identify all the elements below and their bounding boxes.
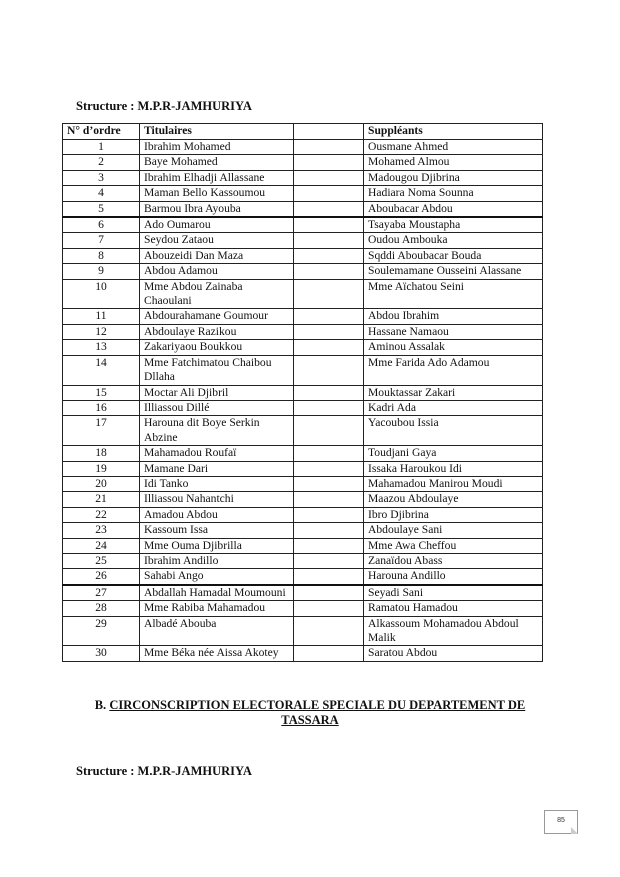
- row-number: 22: [63, 507, 140, 522]
- row-empty: [294, 340, 364, 355]
- row-suppleant: Sqddi Aboubacar Bouda: [364, 248, 543, 263]
- row-empty: [294, 492, 364, 507]
- table-row: [63, 492, 543, 507]
- row-number: 4: [63, 186, 140, 201]
- row-titulaire: Mme Ouma Djibrilla: [140, 538, 294, 553]
- row-empty: [294, 248, 364, 263]
- row-number: 19: [63, 461, 140, 476]
- row-titulaire: Ado Oumarou: [140, 217, 294, 233]
- row-number: 10: [63, 279, 140, 309]
- row-suppleant: Mme Farida Ado Adamou: [364, 355, 543, 385]
- row-number: 28: [63, 601, 140, 616]
- row-empty: [294, 446, 364, 461]
- row-suppleant: Ibro Djibrina: [364, 507, 543, 522]
- table-row: [63, 507, 543, 522]
- row-empty: [294, 507, 364, 522]
- candidates-table: [62, 123, 543, 662]
- row-suppleant: Abdoulaye Sani: [364, 523, 543, 538]
- row-empty: [294, 233, 364, 248]
- row-empty: [294, 186, 364, 201]
- row-titulaire: Amadou Abdou: [140, 507, 294, 522]
- structure-heading: Structure : M.P.R-JAMHURIYA: [76, 99, 252, 113]
- row-empty: [294, 279, 364, 309]
- row-empty: [294, 170, 364, 185]
- row-number: 5: [63, 201, 140, 217]
- row-empty: [294, 585, 364, 601]
- row-titulaire: Harouna dit Boye Serkin Abzine: [140, 416, 294, 446]
- row-titulaire: Abdou Adamou: [140, 264, 294, 279]
- row-empty: [294, 538, 364, 553]
- row-empty: [294, 461, 364, 476]
- row-suppleant: Toudjani Gaya: [364, 446, 543, 461]
- table-row: [63, 155, 543, 170]
- row-number: 6: [63, 217, 140, 233]
- row-titulaire: Mme Fatchimatou Chaibou Dllaha: [140, 355, 294, 385]
- row-titulaire: Sahabi Ango: [140, 569, 294, 585]
- row-number: 13: [63, 340, 140, 355]
- table-body: [63, 140, 543, 662]
- table-row: [63, 523, 543, 538]
- header-suppleants: Suppléants: [364, 124, 543, 140]
- row-empty: [294, 523, 364, 538]
- row-suppleant: Zanaïdou Abass: [364, 553, 543, 568]
- table-row: [63, 264, 543, 279]
- row-titulaire: Ibrahim Elhadji Allassane: [140, 170, 294, 185]
- row-empty: [294, 400, 364, 415]
- row-titulaire: Idi Tanko: [140, 476, 294, 491]
- row-number: 1: [63, 140, 140, 155]
- row-number: 8: [63, 248, 140, 263]
- row-titulaire: Kassoum Issa: [140, 523, 294, 538]
- row-number: 9: [63, 264, 140, 279]
- page-number-badge: 85: [544, 810, 578, 834]
- row-suppleant: Aboubacar Abdou: [364, 201, 543, 217]
- row-empty: [294, 155, 364, 170]
- row-empty: [294, 355, 364, 385]
- row-suppleant: Madougou Djibrina: [364, 170, 543, 185]
- row-number: 20: [63, 476, 140, 491]
- row-empty: [294, 646, 364, 661]
- row-suppleant: Hassane Namaou: [364, 324, 543, 339]
- table-row: [63, 248, 543, 263]
- section-b-heading: [80, 698, 540, 728]
- header-empty: [294, 124, 364, 140]
- row-empty: [294, 385, 364, 400]
- table-row: [63, 233, 543, 248]
- row-number: 2: [63, 155, 140, 170]
- table-row: [63, 309, 543, 324]
- row-titulaire: Mamane Dari: [140, 461, 294, 476]
- row-titulaire: Illiassou Nahantchi: [140, 492, 294, 507]
- row-titulaire: Albadé Abouba: [140, 616, 294, 646]
- row-suppleant: Yacoubou Issia: [364, 416, 543, 446]
- table-row: [63, 217, 543, 233]
- table-row: [63, 446, 543, 461]
- row-suppleant: Soulemamane Ousseini Alassane: [364, 264, 543, 279]
- row-titulaire: Ibrahim Andillo: [140, 553, 294, 568]
- table-row: [63, 186, 543, 201]
- row-suppleant: Alkassoum Mohamadou Abdoul Malik: [364, 616, 543, 646]
- row-titulaire: Mme Abdou Zainaba Chaoulani: [140, 279, 294, 309]
- row-suppleant: Harouna Andillo: [364, 569, 543, 585]
- row-titulaire: Baye Mohamed: [140, 155, 294, 170]
- row-suppleant: Mouktassar Zakari: [364, 385, 543, 400]
- row-empty: [294, 217, 364, 233]
- table-row: [63, 646, 543, 661]
- table-row: [63, 201, 543, 217]
- row-empty: [294, 264, 364, 279]
- table-row: [63, 170, 543, 185]
- row-empty: [294, 569, 364, 585]
- row-number: 7: [63, 233, 140, 248]
- row-suppleant: Maazou Abdoulaye: [364, 492, 543, 507]
- row-empty: [294, 476, 364, 491]
- row-number: 21: [63, 492, 140, 507]
- row-number: 23: [63, 523, 140, 538]
- row-number: 11: [63, 309, 140, 324]
- row-suppleant: Mahamadou Manirou Moudi: [364, 476, 543, 491]
- table-row: [63, 476, 543, 491]
- row-titulaire: Moctar Ali Djibril: [140, 385, 294, 400]
- row-number: 30: [63, 646, 140, 661]
- row-empty: [294, 616, 364, 646]
- row-titulaire: Abdourahamane Goumour: [140, 309, 294, 324]
- table-row: [63, 461, 543, 476]
- row-titulaire: Barmou Ibra Ayouba: [140, 201, 294, 217]
- row-titulaire: Maman Bello Kassoumou: [140, 186, 294, 201]
- table-row: [63, 279, 543, 309]
- row-suppleant: Abdou Ibrahim: [364, 309, 543, 324]
- row-titulaire: Ibrahim Mohamed: [140, 140, 294, 155]
- row-number: 14: [63, 355, 140, 385]
- table-row: [63, 601, 543, 616]
- table-row: [63, 140, 543, 155]
- row-suppleant: Tsayaba Moustapha: [364, 217, 543, 233]
- row-suppleant: Oudou Ambouka: [364, 233, 543, 248]
- row-empty: [294, 201, 364, 217]
- table-row: [63, 553, 543, 568]
- row-number: 25: [63, 553, 140, 568]
- row-suppleant: Kadri Ada: [364, 400, 543, 415]
- row-empty: [294, 553, 364, 568]
- row-number: 26: [63, 569, 140, 585]
- row-number: 17: [63, 416, 140, 446]
- table-row: [63, 569, 543, 585]
- row-titulaire: Abdallah Hamadal Moumouni: [140, 585, 294, 601]
- row-number: 16: [63, 400, 140, 415]
- row-suppleant: Seyadi Sani: [364, 585, 543, 601]
- structure-heading-bottom: Structure : M.P.R-JAMHURIYA: [76, 764, 252, 778]
- table-header-row: [63, 124, 543, 140]
- row-empty: [294, 416, 364, 446]
- row-titulaire: Seydou Zataou: [140, 233, 294, 248]
- row-suppleant: Hadiara Noma Sounna: [364, 186, 543, 201]
- row-empty: [294, 324, 364, 339]
- row-titulaire: Abdoulaye Razikou: [140, 324, 294, 339]
- row-empty: [294, 140, 364, 155]
- row-number: 24: [63, 538, 140, 553]
- row-suppleant: Mme Awa Cheffou: [364, 538, 543, 553]
- row-number: 27: [63, 585, 140, 601]
- row-titulaire: Zakariyaou Boukkou: [140, 340, 294, 355]
- row-number: 18: [63, 446, 140, 461]
- row-titulaire: Mahamadou Roufaï: [140, 446, 294, 461]
- row-suppleant: Ramatou Hamadou: [364, 601, 543, 616]
- table-row: [63, 340, 543, 355]
- row-suppleant: Aminou Assalak: [364, 340, 543, 355]
- row-titulaire: Mme Béka née Aissa Akotey: [140, 646, 294, 661]
- table-row: [63, 538, 543, 553]
- table-row: [63, 355, 543, 385]
- table-row: [63, 324, 543, 339]
- table-row: [63, 385, 543, 400]
- section-prefix: B.: [94, 698, 107, 712]
- row-suppleant: Issaka Haroukou Idi: [364, 461, 543, 476]
- row-empty: [294, 309, 364, 324]
- row-titulaire: Illiassou Dillé: [140, 400, 294, 415]
- row-empty: [294, 601, 364, 616]
- row-suppleant: Mme Aïchatou Seini: [364, 279, 543, 309]
- row-suppleant: Ousmane Ahmed: [364, 140, 543, 155]
- row-suppleant: Saratou Abdou: [364, 646, 543, 661]
- row-number: 29: [63, 616, 140, 646]
- row-number: 12: [63, 324, 140, 339]
- header-titulaires: Titulaires: [140, 124, 294, 140]
- table-row: [63, 585, 543, 601]
- header-order: N° d’ordre: [63, 124, 140, 140]
- table-row: [63, 616, 543, 646]
- table-row: [63, 416, 543, 446]
- table-row: [63, 400, 543, 415]
- row-titulaire: Abouzeidi Dan Maza: [140, 248, 294, 263]
- row-number: 3: [63, 170, 140, 185]
- row-titulaire: Mme Rabiba Mahamadou: [140, 601, 294, 616]
- row-suppleant: Mohamed Almou: [364, 155, 543, 170]
- section-title: CIRCONSCRIPTION ELECTORALE SPECIALE DU DEPARTEMENT DE TASSARA: [109, 698, 526, 727]
- row-number: 15: [63, 385, 140, 400]
